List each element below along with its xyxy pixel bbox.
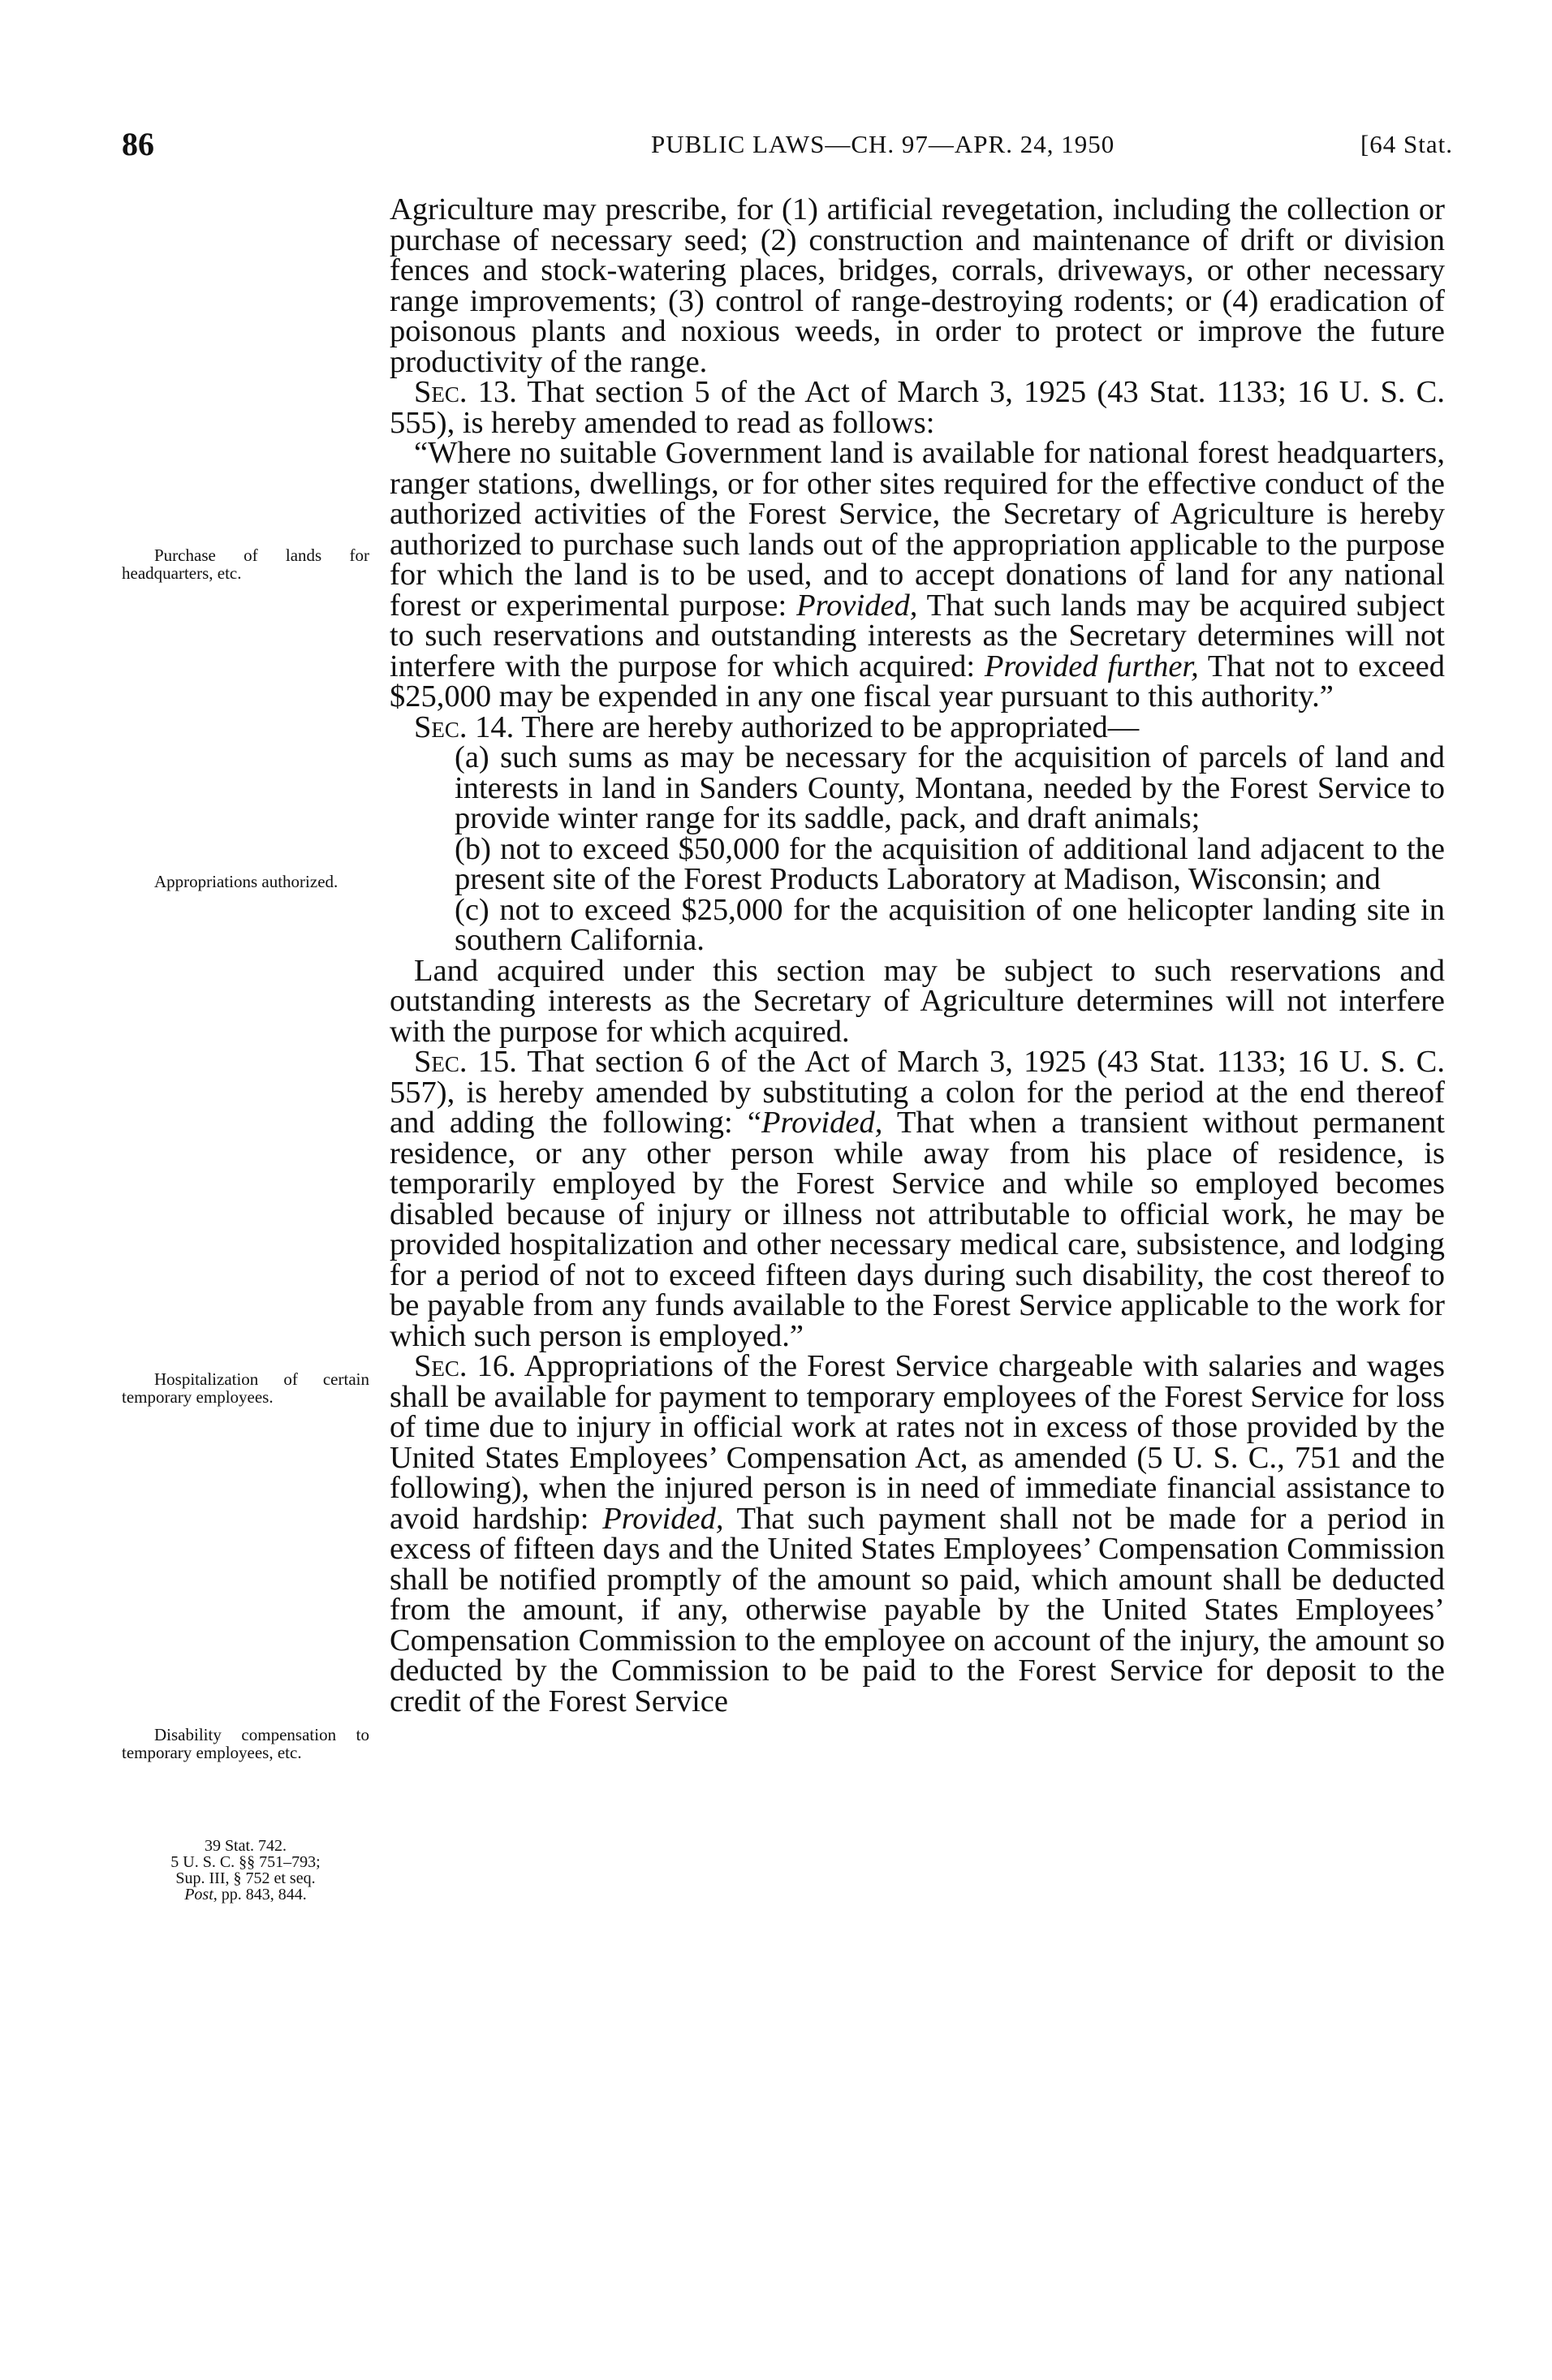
section-13: Sec. 13. That section 5 of the Act of March 3, 1925 (43 Stat. 1133; 16 U. S. C. 555), is hereby amended to read as follows: xyxy=(390,375,1445,440)
margin-note-appropriations: Appropriations authorized. xyxy=(154,872,338,891)
section-15: Sec. 15. That section 6 of the Act of March 3, 1925 (43 Stat. 1133; 16 U. S. C. 557), is hereby amended by substituting a colon for the period at the end thereof and adding the following: “Provided, That when a transient without permanent residence, or any other person while away from his place of residence, is temporarily employed by the Forest Service and while so employed becomes disabled because of injury or illness not attributable to official work, he may be provided hospitalization and other necessary medical care, subsistence, and lodging for a period of not to exceed fifteen days during such disability, the cost thereof to be payable from any funds available to the Forest Service applicable to the work for which such person is employed.” xyxy=(390,1045,1445,1353)
body-text xyxy=(390,192,1446,1718)
margin-note-disability: Disability compensation to temporary employees, etc. xyxy=(122,1725,369,1762)
section-14-item-a: (a) such sums as may be necessary for the acquisition of parcels of land and interests in land in Sanders County, Montana, needed by the Forest Service to provide winter range for its saddle, pack, and draft animals; xyxy=(455,740,1445,835)
page-number: 86 xyxy=(122,126,154,162)
section-14-item-c: (c) not to exceed $25,000 for the acquisition of one helicopter landing site in southern California. xyxy=(455,892,1445,957)
paragraph-continuation: Agriculture may prescribe, for (1) artificial revegetation, including the collection or purchase of necessary seed; (2) construction and maintenance of drift or division fences and stock-watering places, bridges, corrals, driveways, or other necessary range improvements; (3) control of range-destroying rodents; or (4) eradication of poisonous plants and noxious weeds, in order to protect or improve the future productivity of the range. xyxy=(390,192,1445,379)
section-14-land: Land acquired under this section may be subject to such reservations and outstanding interests as the Secretary of Agriculture determines will not interfere with the purpose for which acquired. xyxy=(390,953,1445,1049)
page-header xyxy=(122,125,1453,166)
stat-reference: [64 Stat. xyxy=(1360,130,1453,158)
margin-note-hospitalization: Hospitalization of certain temporary employees. xyxy=(122,1369,369,1407)
section-16: Sec. 16. Appropriations of the Forest Service chargeable with salaries and wages shall be available for payment to temporary employees of the Forest Service for loss of time due to injury in official work at rates not in excess of those provided by the United States Employees’ Compensation Act, as amended (5 U. S. C., 751 and the following), when the injured person is in need of immediate financial assistance to avoid hardship: Provided, That such payment shall not be made for a period in excess of fifteen days and the United States Employees’ Compensation Commission shall be notified promptly of the amount so paid, which amount shall be deducted from the amount, if any, otherwise payable by the United States Employees’ Compensation Commission to the employee on account of the injury, the amount so deducted by the Commission to be paid to the Forest Service for deposit to the credit of the Forest Service xyxy=(390,1349,1446,1718)
running-head: PUBLIC LAWS—CH. 97—APR. 24, 1950 xyxy=(651,130,1115,158)
section-14-item-b: (b) not to exceed $50,000 for the acquisition of additional land adjacent to the present site of the Forest Products Laboratory at Madison, Wisconsin; and xyxy=(455,831,1445,896)
margin-note-purchase: Purchase of lands for headquarters, etc. xyxy=(122,545,369,583)
section-14: Sec. 14. There are hereby authorized to be appropriated— xyxy=(414,709,1140,744)
margin-citation: 39 Stat. 742. 5 U. S. C. §§ 751–793; Sup. III, § 752 et seq. Post, pp. 843, 844. xyxy=(170,1837,321,1904)
section-13-amendment: “Where no suitable Government land is available for national forest headquarters, ranger stations, dwellings, or for other sites required for the effective conduct of the authorized activities of the Forest Service, the Secretary of Agriculture is hereby authorized to purchase such lands out of the appropriation applicable to the purpose for which the land is to be used, and to accept donations of land for any national forest or experimental purpose: Provided, That such lands may be acquired subject to such reservations and outstanding interests as the Secretary determines will not interfere with the purpose for which acquired: Provided further, That not to exceed $25,000 may be expended in any one fiscal year pursuant to this authority.” xyxy=(390,436,1446,714)
